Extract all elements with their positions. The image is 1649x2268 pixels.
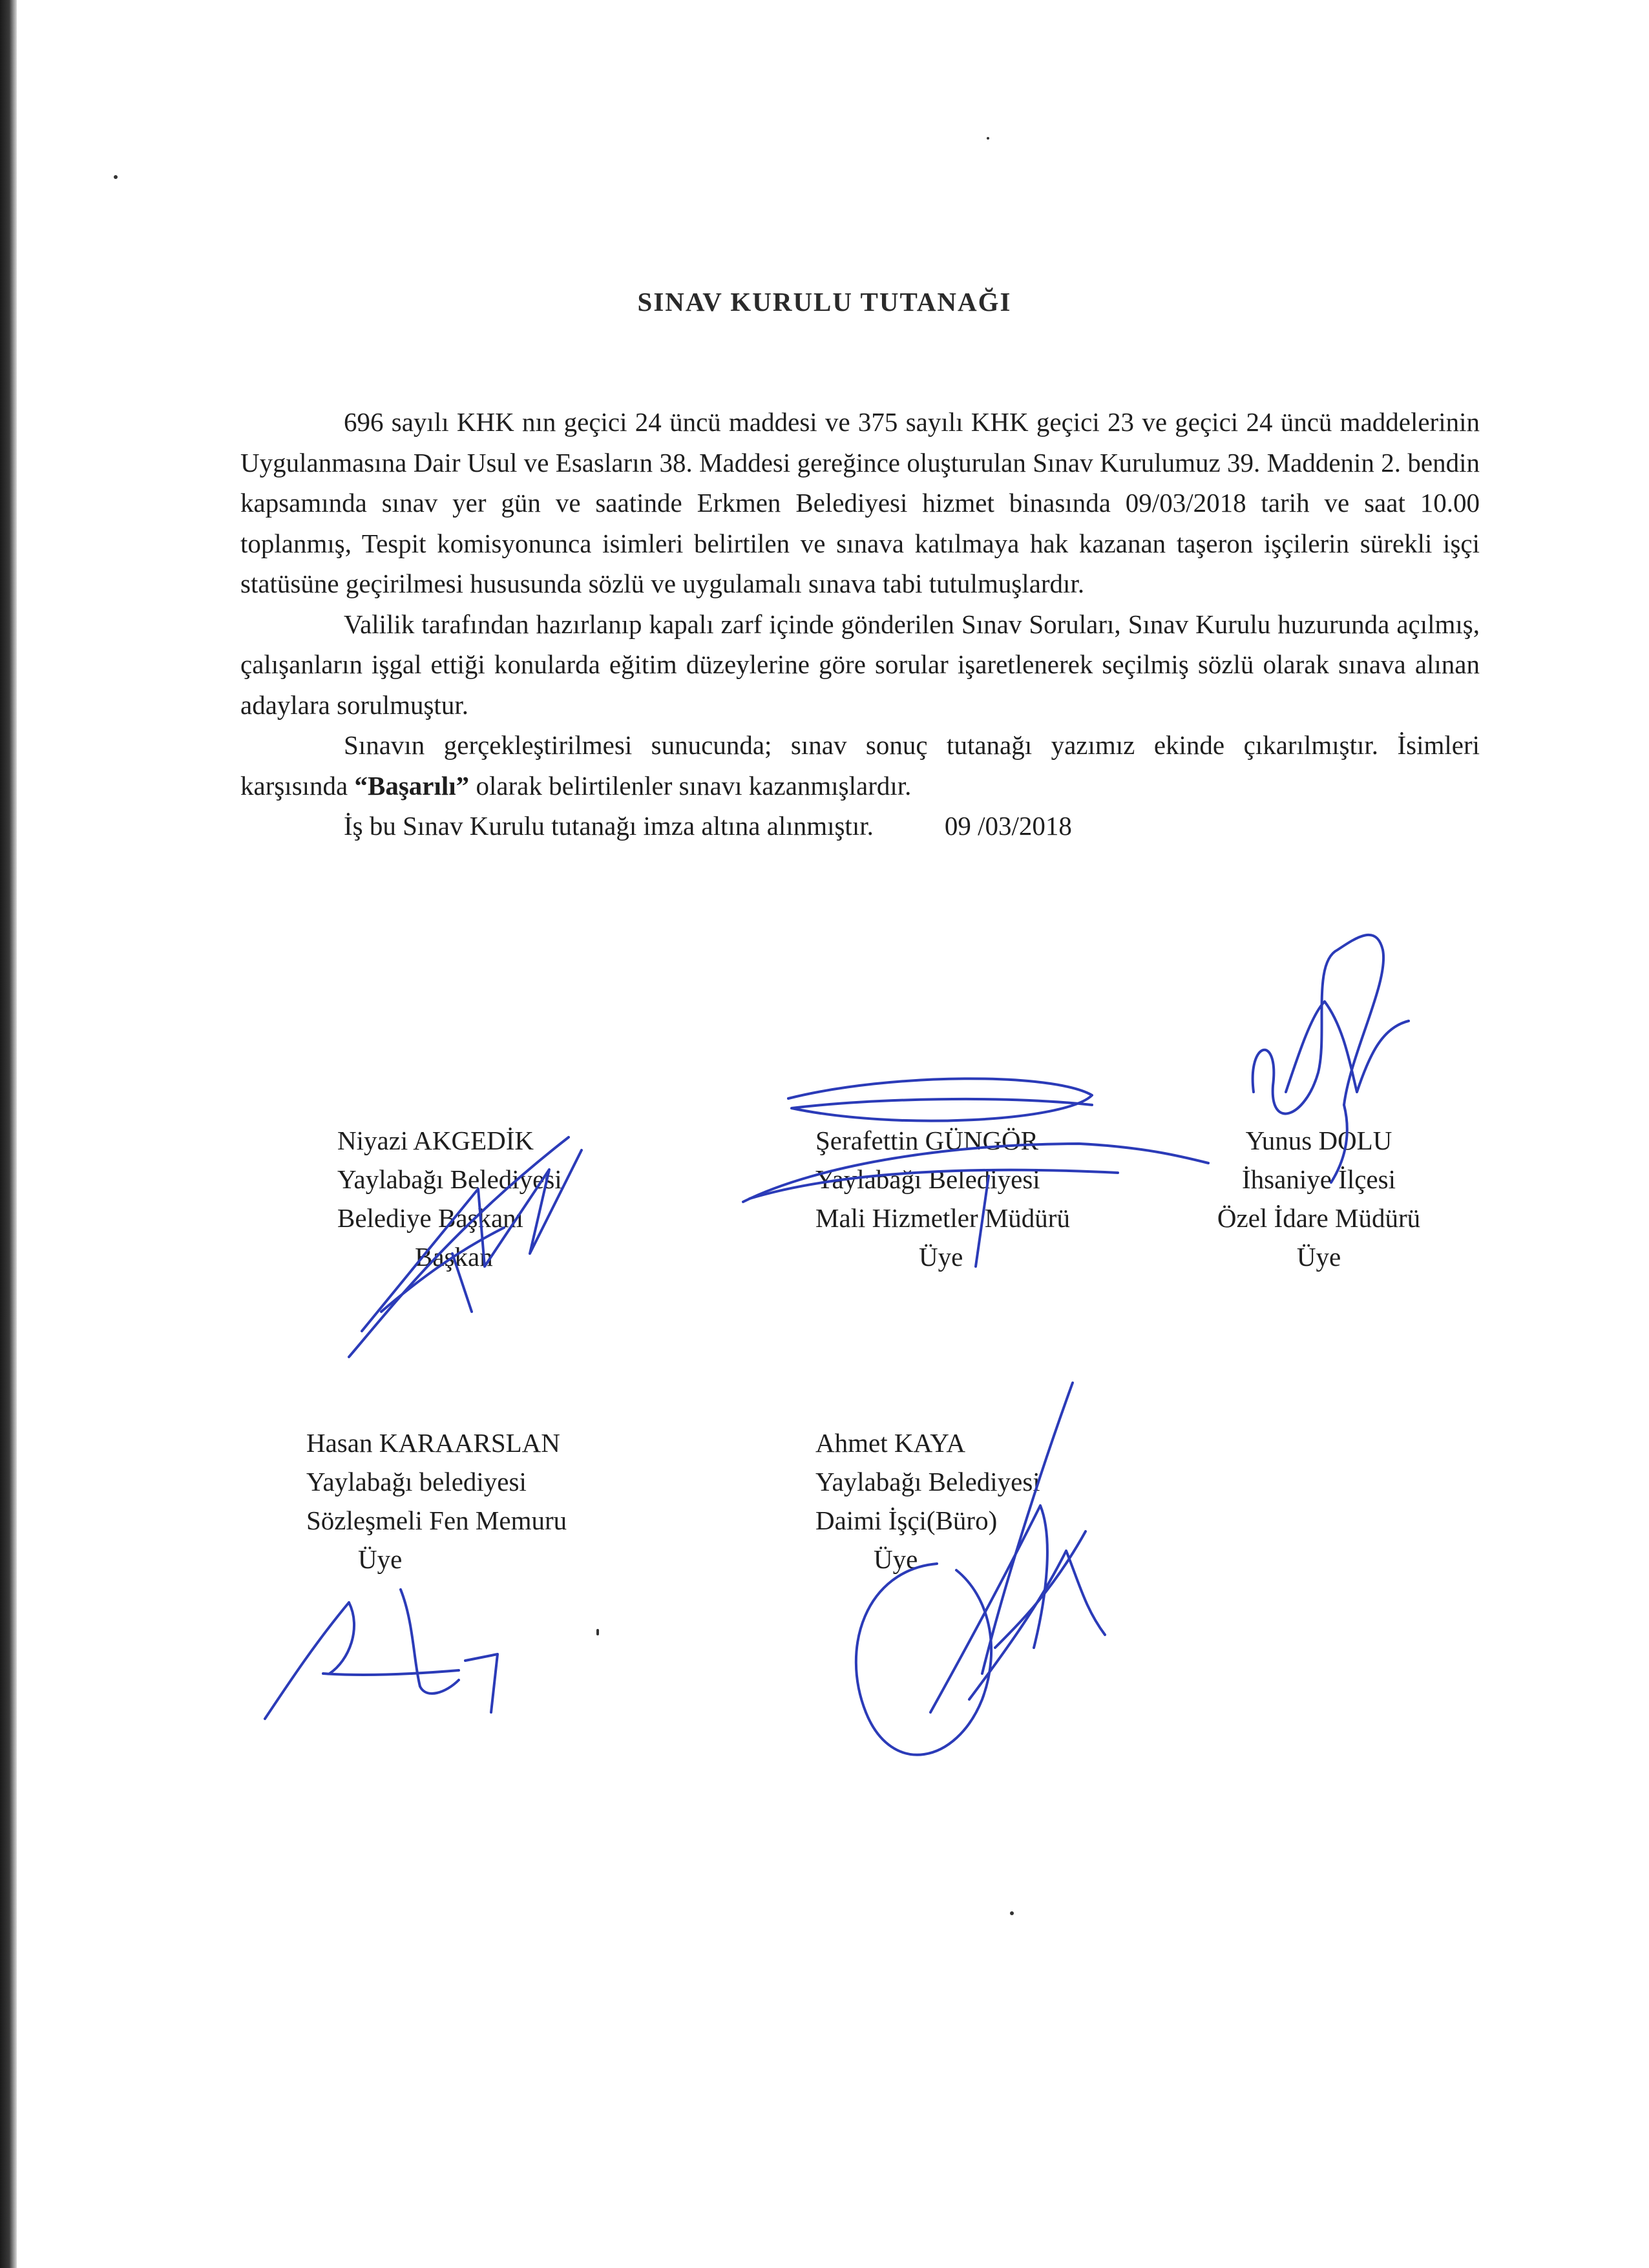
signatory-position: Mali Hizmetler Müdürü [815,1203,1070,1233]
scan-speck [1010,1911,1014,1915]
signature-serafettin-gungor [730,1060,1221,1273]
paragraph-3 [240,725,1480,806]
closing-date: 09 /03/2018 [944,811,1072,841]
signatory-position: Özel İdare Müdürü [1217,1203,1421,1233]
signatory-role: Üye [919,1242,963,1272]
signatory-role: Üye [874,1544,918,1574]
document-body [240,402,1480,846]
signatory-name: Yunus DOLU [1245,1126,1392,1155]
signatory-institution: Yaylabağı belediyesi [306,1467,527,1496]
result-text-bold: “Başarılı” [354,770,470,801]
signature-niyazi-akgedik [336,1098,607,1370]
signatory-role: Üye [358,1544,403,1574]
scan-edge [0,0,17,2268]
signatory-role: Başkan [415,1242,493,1272]
paragraph-2: Valilik tarafından hazırlanıp kapalı zarf içinde gönderilen Sınav Soruları, Sınav Kurulu huzurunda açılmış, çalışanların işgal ettiği konularda eğitim düzeylerine göre sorular işaretlenerek seçilmiş sözlü olarak sınava alınan adaylara sorulmuştur. [240,609,1480,720]
result-text-before: Sınavın gerçekleştirilmesi sunucunda; sınav sonuç tutanağı yazımız ekinde çıkarılmıştır. İsimleri karşısında [240,730,1480,801]
closing-text: İş bu Sınav Kurulu tutanağı imza altına alınmıştır. [344,811,874,841]
document-title: SINAV KURULU TUTANAĞI [637,287,1012,317]
signatory-position: Daimi İşçi(Büro) [815,1506,998,1535]
closing-line [240,806,1480,846]
scan-speck [114,175,118,179]
signatory-institution: Yaylabağı Belediyesi [815,1164,1040,1194]
signatory-role: Üye [1296,1242,1341,1272]
signature-ahmet-kaya [840,1376,1124,1790]
result-text-after: olarak belirtilenler sınavı kazanmışlardır. [469,770,912,801]
scan-speck [596,1629,599,1635]
signatory-name: Hasan KARAARSLAN [306,1428,560,1458]
signatory-name: Şerafettin GÜNGÖR [815,1126,1039,1155]
signatory-institution: Yaylabağı Belediyesi [815,1467,1040,1496]
signatory-position: Belediye Başkanı [337,1203,524,1233]
signatory-name: Niyazi AKGEDİK [337,1126,534,1155]
scan-speck [987,137,989,140]
signatory-institution: İhsaniye İlçesi [1242,1164,1396,1194]
paragraph-1: 696 sayılı KHK nın geçici 24 üncü maddesi ve 375 sayılı KHK geçici 23 ve geçici 24 üncü maddelerinin Uygulanmasına Dair Usul ve Esasların 38. Maddesi gereğince oluşturulan Sınav Kurulumuz 39. Maddenin 2. bendin kapsamında sınav yer gün ve saatinde Erkmen Belediyesi hizmet binasında 09/03/2018 tarih ve saat 10.00 toplanmış, Tespit komisyonunca isimleri belirtilen ve sınava katılmaya hak kazanan taşeron işçilerin sürekli işçi statüsüne geçirilmesi hususunda sözlü ve uygulamalı sınava tabi tutulmuşlardır. [240,407,1480,598]
signatory-institution: Yaylabağı Belediyesi [337,1164,562,1194]
signatory-position: Sözleşmeli Fen Memuru [306,1506,567,1535]
signatory-name: Ahmet KAYA [815,1428,965,1458]
signatory-block [306,1423,567,1579]
signature-hasan-karaarslan [252,1564,536,1732]
signature-yunus-dolu [1247,924,1415,1195]
